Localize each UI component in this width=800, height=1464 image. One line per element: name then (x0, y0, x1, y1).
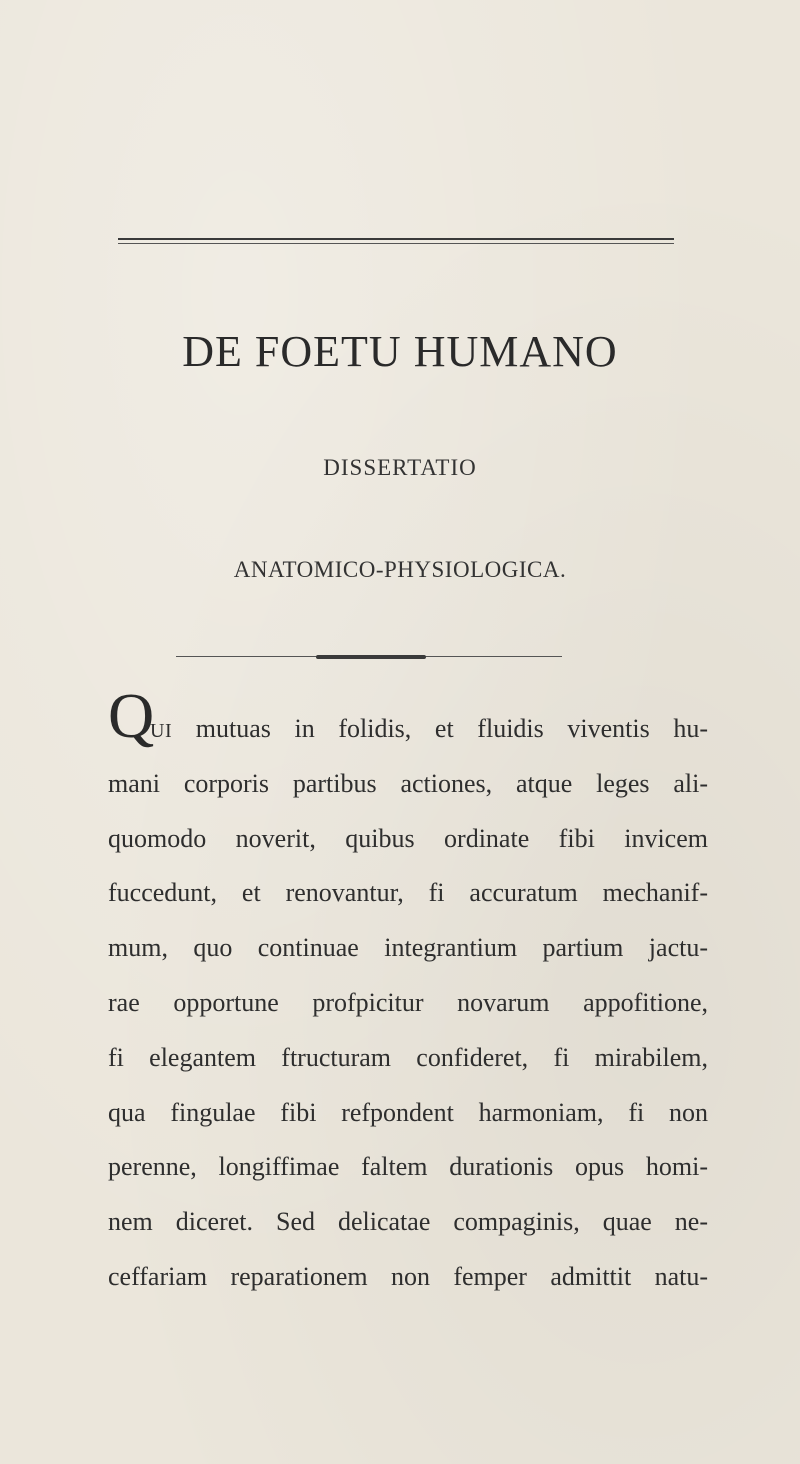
first-line-rest: mutuas in folidis, et fluidis viventis hu- (195, 714, 709, 743)
text-line: qua fingulae fibi refpondent harmoniam, fi non (108, 1097, 708, 1127)
first-word-caps: UI (150, 720, 173, 742)
text-line: perenne, longiffimae faltem durationis opus homi- (108, 1152, 708, 1182)
text-line: mum, quo continuae integrantium partium jactu- (108, 933, 708, 963)
text-line: mani corporis partibus actiones, atque leges ali- (108, 768, 708, 798)
subtitle-dissertatio: DISSERTATIO (323, 455, 477, 480)
page-title: DE FOETU HUMANO (182, 327, 618, 376)
header-double-rule (118, 238, 674, 245)
ornamental-divider (176, 655, 562, 659)
body-paragraph (108, 680, 709, 1305)
rule-thin-line (118, 243, 674, 244)
text-line: ceffariam reparationem non femper admittit natu- (108, 1261, 708, 1291)
text-line: quomodo noverit, quibus ordinate fibi invicem (108, 823, 708, 853)
subtitle-anatomico-physiologica: ANATOMICO-PHYSIOLOGICA. (233, 557, 567, 582)
text-line: nem diceret. Sed delicatae compaginis, quae ne- (108, 1207, 708, 1237)
text-line (108, 680, 709, 757)
text-line: fi elegantem ftructuram confideret, fi mirabilem, (108, 1042, 708, 1072)
divider-thick-center (316, 655, 426, 659)
text-line: rae opportune profpicitur novarum appofitione, (108, 987, 708, 1017)
drop-cap: Q (108, 680, 155, 751)
rule-thick-line (118, 238, 674, 240)
text-line: fuccedunt, et renovantur, fi accuratum mechanif- (108, 878, 708, 908)
